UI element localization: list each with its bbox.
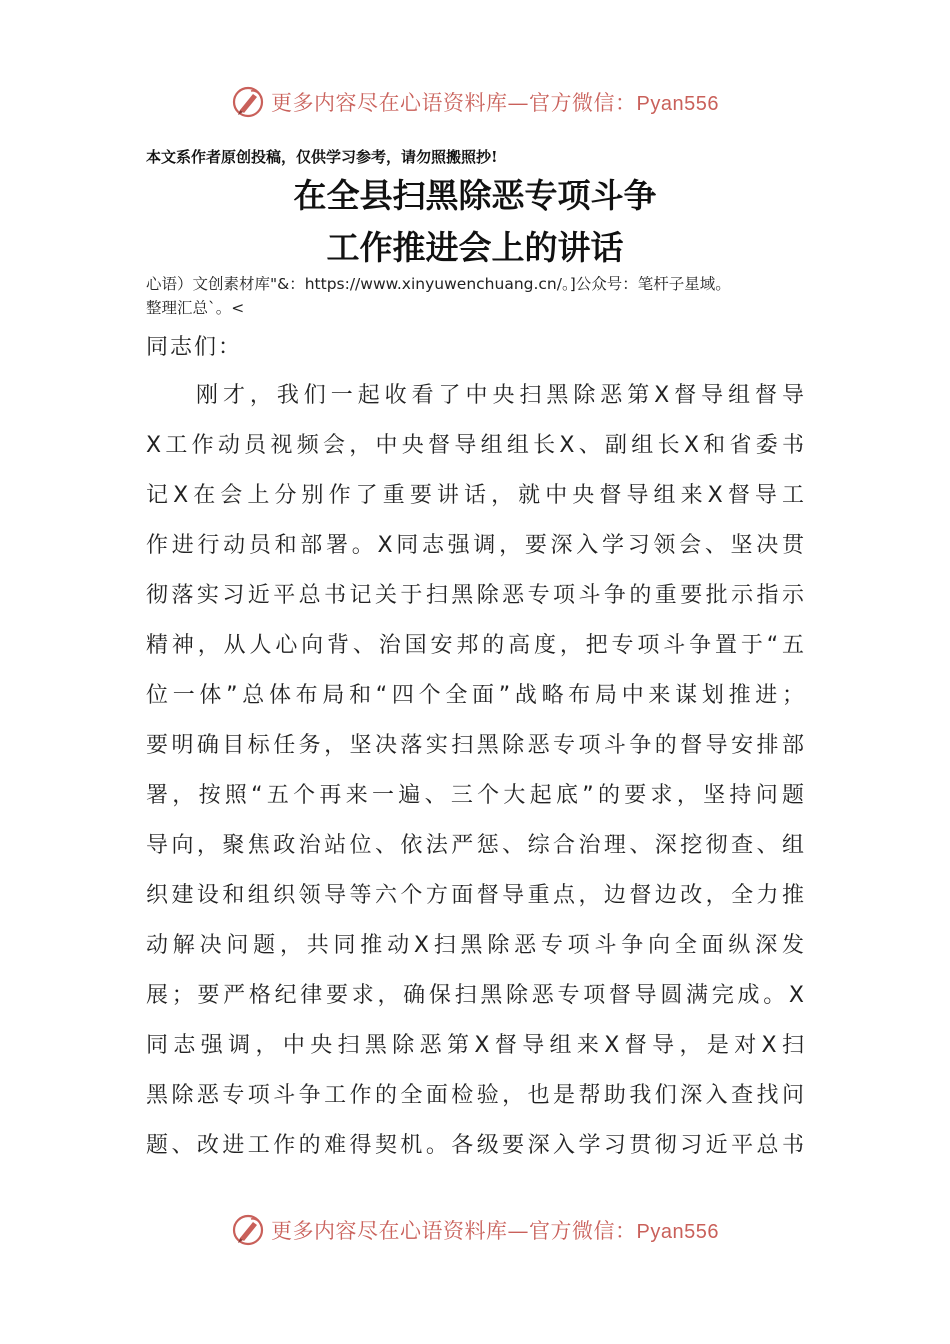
body-line: 题、改进工作的难得契机。各级要深入学习贯彻习近平总书: [146, 1133, 804, 1158]
body-line: 作进行动员和部署。X同志强调，要深入学习领会、坚决贯: [146, 533, 804, 558]
body-line: 织建设和组织领导等六个方面督导重点，边督边改，全力推: [146, 883, 804, 908]
body-line: 要明确目标任务，坚决落实扫黑除恶专项斗争的督导安排部: [146, 733, 804, 758]
banner-text: 更多内容尽在心语资料库—官方微信：Pyan556: [271, 1219, 719, 1243]
body-line: 展；要严格纪律要求，确保扫黑除恶专项督导圆满完成。X: [146, 983, 804, 1008]
body-line: 导向，聚焦政治站位、依法严惩、综合治理、深挖彻查、组: [146, 833, 804, 858]
pen-logo-icon: [231, 1213, 265, 1247]
banner-text: 更多内容尽在心语资料库—官方微信：Pyan556: [271, 91, 719, 115]
body-line: 彻落实习近平总书记关于扫黑除恶专项斗争的重要批示指示: [146, 583, 804, 608]
body-line: 同志强调，中央扫黑除恶第X督导组来X督导，是对X扫: [146, 1033, 804, 1058]
top-banner: [0, 82, 950, 122]
pen-logo-icon: [231, 85, 265, 119]
body-line: 黑除恶专项斗争工作的全面检验，也是帮助我们深入查找问: [146, 1083, 804, 1108]
body-line: 精神，从人心向背、治国安邦的高度，把专项斗争置于“五: [146, 633, 804, 658]
body-line: 刚才，我们一起收看了中央扫黑除恶第X督导组督导: [196, 383, 804, 408]
body-line: 记X在会上分别作了重要讲话，就中央督导组来X督导工: [146, 483, 804, 508]
bottom-banner: [0, 1210, 950, 1250]
source-note-line-2: 整理汇总`。<: [146, 299, 245, 317]
body-line: 位一体”总体布局和“四个全面”战略布局中来谋划推进；: [146, 683, 804, 708]
body-line: X工作动员视频会，中央督导组组长X、副组长X和省委书: [146, 433, 804, 458]
wechat-id: Pyan556: [636, 93, 719, 115]
greeting: 同志们：: [146, 335, 243, 360]
source-note-line-1: 心语）文创素材库"&：https://www.xinyuwenchuang.cn/。]公众号：笔杆子星域。: [146, 275, 731, 293]
disclaimer: 本文系作者原创投稿，仅供学习参考，请勿照搬照抄!: [146, 148, 498, 166]
page-title-line-1: 在全县扫黑除恶专项斗争: [293, 176, 657, 215]
body-line: 动解决问题，共同推动X扫黑除恶专项斗争向全面纵深发: [146, 933, 804, 958]
wechat-id: Pyan556: [636, 1221, 719, 1243]
page-title-line-2: 工作推进会上的讲话: [326, 228, 624, 267]
body-line: 署，按照“五个再来一遍、三个大起底”的要求，坚持问题: [146, 783, 804, 808]
